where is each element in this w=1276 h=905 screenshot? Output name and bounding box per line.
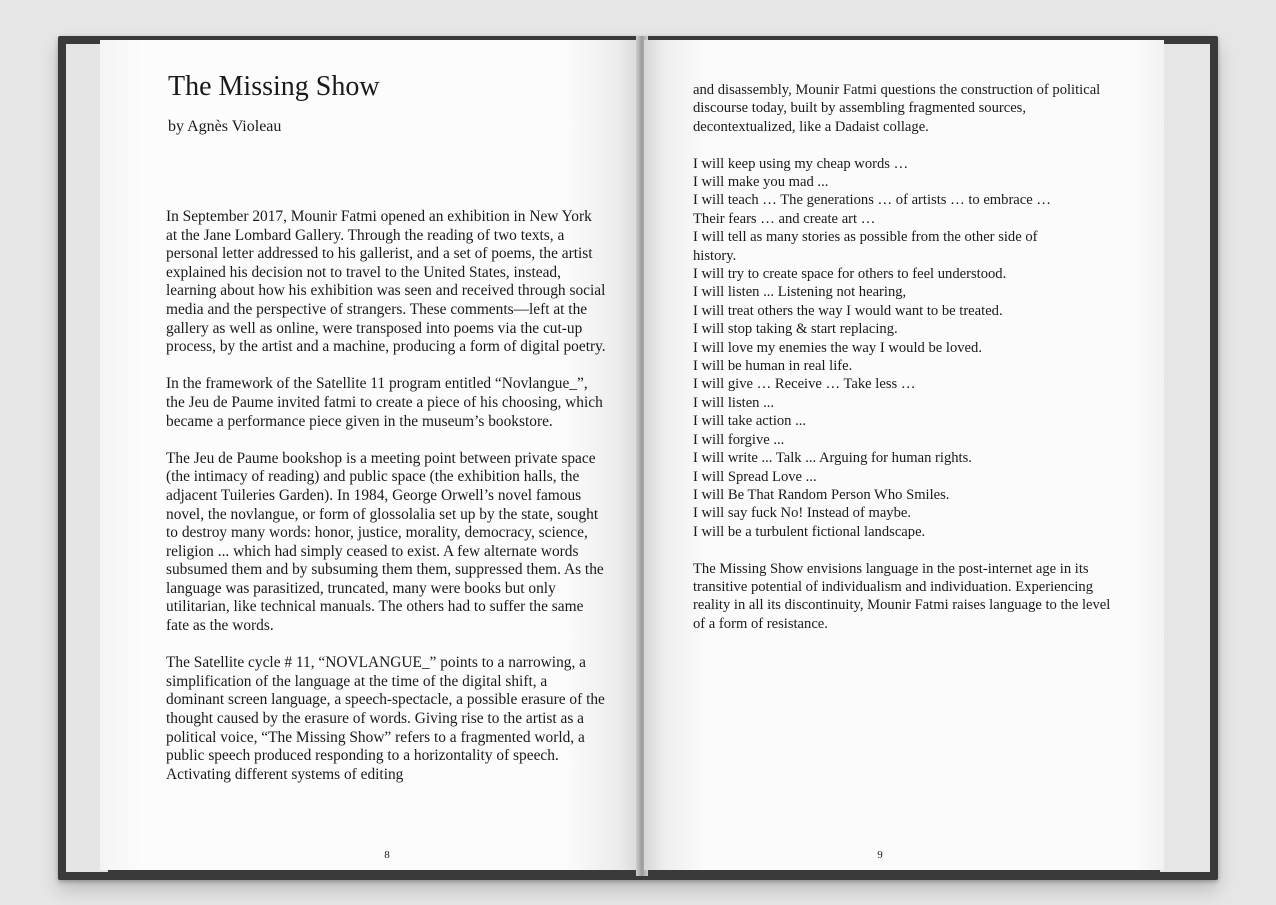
left-page	[100, 40, 640, 870]
poem-line: I will love my enemies the way I would be loved.	[693, 339, 982, 356]
closing-paragraph: The Missing Show envisions language in the post-internet age in its transitive potential of individualism and individuation. Experiencing reality in all its discontinuity, Mounir Fatmi raises language to the level of a form of resistance.	[693, 560, 1111, 632]
author-byline: by Agnès Violeau	[168, 118, 282, 135]
poem-line: I will write ... Talk ... Arguing for human rights.	[693, 450, 972, 467]
paragraph: The Jeu de Paume bookshop is a meeting point between private space (the intimacy of reading) and public space (the exhibition halls, the adjacent Tuileries Garden). In 1984, George Orwell’s novel famous novel, the novlangue, or form of glossolalia set up by the state, sought to destroy many words: honor, justice, morality, democracy, science, religion ... which had simply ceased to exist. A few alternate words subsumed them and by subsuming them them, suppressed them. As the language was parasitized, truncated, many were books but only utilitarian, like technical manuals. The others had to suffer the same fate as the words.	[166, 449, 604, 635]
poem-line: I will tell as many stories as possible from the other side of	[693, 229, 1038, 246]
right-body-text	[693, 81, 1113, 633]
paragraph: In the framework of the Satellite 11 program entitled “Novlangue_”, the Jeu de Paume invited fatmi to create a piece of his choosing, which became a performance piece given in the museum’s bookstore.	[166, 375, 603, 430]
poem-line: I will take action ...	[693, 413, 807, 430]
paragraph: The Satellite cycle # 11, “NOVLANGUE_” points to a narrowing, a simplification of the language at the time of the digital shift, a dominant screen language, a speech-spectacle, a possible erasure of the thought caused by the erasure of words. Giving rise to the artist as a political voice, “The Missing Show” refers to a fragmented world, a public speech produced responding to a horizontality of speech. Activating different systems of editing	[166, 654, 605, 783]
page-number-right: 9	[877, 849, 883, 861]
page-number-left: 8	[384, 849, 390, 861]
paragraph: In September 2017, Mounir Fatmi opened an exhibition in New York at the Jane Lombard Gallery. Through the reading of two texts, a personal letter addressed to his gallerist, and a set of poems, the artist explained his decision not to travel to the United States, instead, learning about how his exhibition was seen and received through social media and the perspective of strangers. These comments—left at the gallery as well as online, were transposed into poems via the cut-up process, by the artist and a machine, producing a form of digital poetry.	[166, 208, 606, 356]
poem-line: I will keep using my cheap words …	[693, 155, 909, 172]
poem	[693, 155, 1113, 542]
poem-line: I will Be That Random Person Who Smiles.	[693, 486, 950, 503]
poem-line: I will forgive ...	[693, 431, 785, 448]
poem-line: I will Spread Love ...	[693, 468, 817, 485]
right-page-edges	[1160, 44, 1210, 872]
poem-line: I will make you mad ...	[693, 174, 829, 191]
right-page	[644, 40, 1164, 870]
poem-line: I will stop taking & start replacing.	[693, 321, 898, 338]
page-title: The Missing Show	[168, 71, 380, 102]
poem-line: I will treat others the way I would want to be treated.	[693, 302, 1003, 319]
poem-line: I will listen ...	[693, 394, 775, 411]
poem-line: I will listen ... Listening not hearing,	[693, 284, 907, 301]
left-body-text	[166, 208, 606, 784]
poem-line: I will teach … The generations … of artists … to embrace …	[693, 192, 1051, 209]
poem-line: I will give … Receive … Take less …	[693, 376, 916, 393]
intro-paragraph: and disassembly, Mounir Fatmi questions the construction of political discourse today, built by assembling fragmented sources, decontextualized, like a Dadaist collage.	[693, 82, 1101, 135]
poem-line: history.	[693, 247, 737, 264]
poem-line: I will say fuck No! Instead of maybe.	[693, 505, 912, 522]
poem-line: I will be a turbulent fictional landscape.	[693, 523, 926, 540]
poem-line: I will be human in real life.	[693, 358, 853, 375]
poem-line: I will try to create space for others to feel understood.	[693, 266, 1007, 283]
poem-line: Their fears … and create art …	[693, 210, 876, 227]
